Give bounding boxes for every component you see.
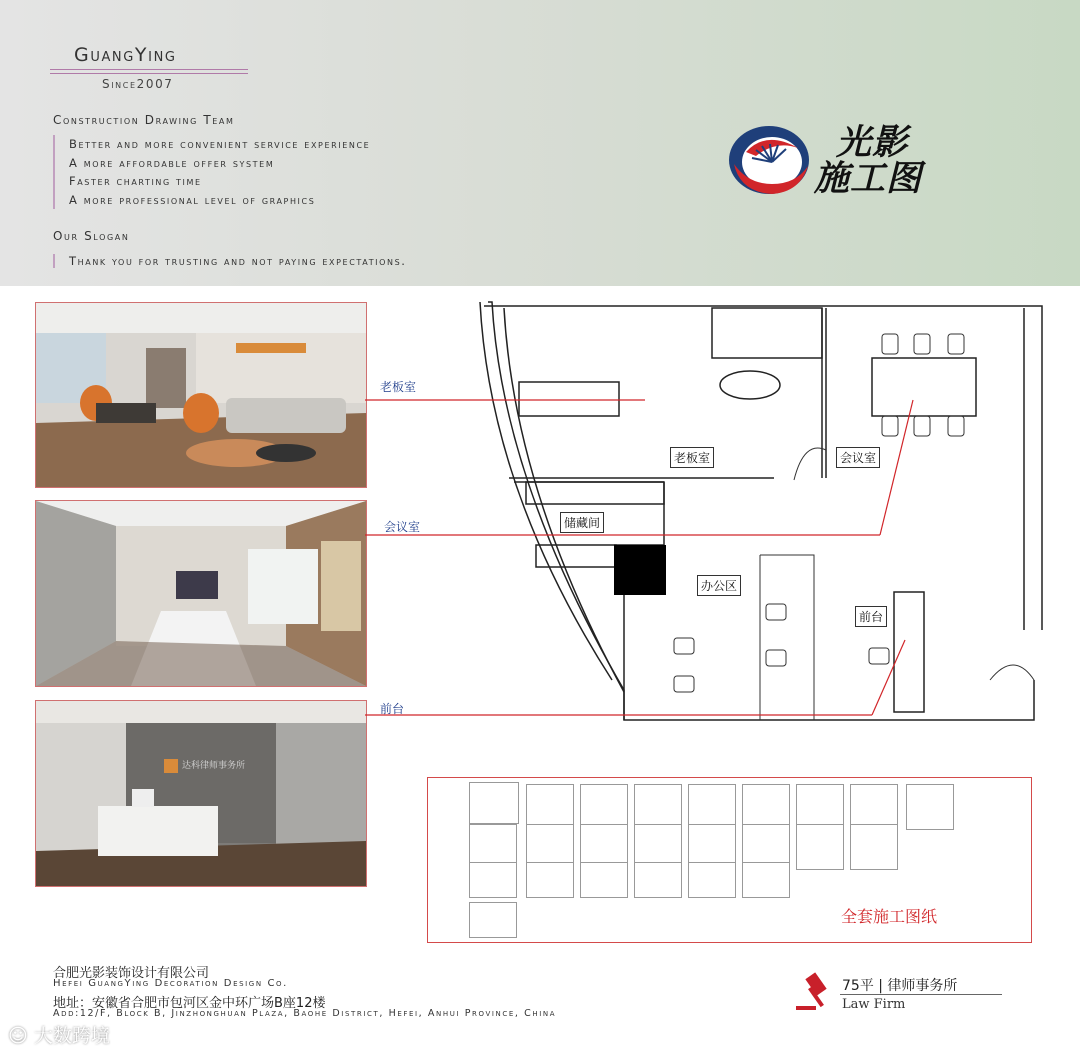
- team-title: Construction Drawing Team: [53, 113, 235, 127]
- address-cn: 地址：安徽省合肥市包河区金中环广场B座12楼: [53, 996, 326, 1011]
- sheet-thumbnail: [469, 902, 517, 938]
- sheet-thumbnail: [526, 862, 574, 898]
- slogan-title: Our Slogan: [53, 229, 130, 243]
- watermark-icon: ☺: [8, 1025, 34, 1047]
- plan-label-reception: 前台: [855, 606, 887, 627]
- plan-label-boss: 老板室: [670, 447, 714, 468]
- service-item: A more professional level of graphics: [69, 192, 316, 207]
- plan-label-office: 办公区: [697, 575, 741, 596]
- watermark: [8, 1021, 110, 1048]
- sheet-thumbnail: [742, 862, 790, 898]
- room-label-boss: 老板室: [380, 380, 417, 394]
- plan-label-meeting: 会议室: [836, 447, 880, 468]
- service-item: Better and more convenient service experience: [69, 137, 371, 151]
- slogan-text: Thank you for trusting and not paying expectations.: [53, 254, 407, 268]
- sheet-thumbnail: [634, 862, 682, 898]
- watermark-text: 大数跨境: [33, 1025, 110, 1047]
- sheet-thumbnail: [688, 862, 736, 898]
- service-item: A more affordable offer system: [69, 155, 275, 170]
- company-name-cn: 合肥光影装饰设计有限公司: [53, 966, 210, 981]
- logo-line-1: 光影: [836, 123, 909, 163]
- service-item: Faster charting time: [69, 174, 202, 189]
- cover-sheet-thumbnail: [469, 782, 519, 824]
- sheet-thumbnail: [906, 784, 954, 830]
- project-subtitle: Law Firm: [842, 997, 906, 1012]
- reception-sign: 达科律师事务所: [182, 761, 246, 771]
- sheet-thumbnail: [850, 824, 898, 870]
- since-text: Since2007: [102, 77, 174, 91]
- drawing-set-caption: 全套施工图纸: [841, 907, 938, 926]
- address-en: Add:12/F, Block B, Jinzhonghuan Plaza, Baohe District, Hefei, Anhui Province, China: [53, 1008, 557, 1019]
- logo-line-2: 施工图: [814, 159, 923, 199]
- company-name-en: Hefei GuangYing Decoration Design Co.: [53, 978, 288, 989]
- project-divider: [840, 994, 1002, 995]
- sheet-thumbnail: [580, 862, 628, 898]
- room-label-reception: 前台: [380, 702, 405, 716]
- gavel-icon: [796, 972, 836, 1012]
- sheet-thumbnail: [796, 824, 844, 870]
- plan-label-storage: 储藏间: [560, 512, 604, 533]
- project-title: 75平 | 律师事务所: [842, 978, 958, 994]
- room-label-meeting: 会议室: [384, 520, 421, 534]
- drawing-set-panel: [427, 777, 1032, 943]
- brand-name: GuangYing: [74, 44, 177, 66]
- sheet-thumbnail: [469, 862, 517, 898]
